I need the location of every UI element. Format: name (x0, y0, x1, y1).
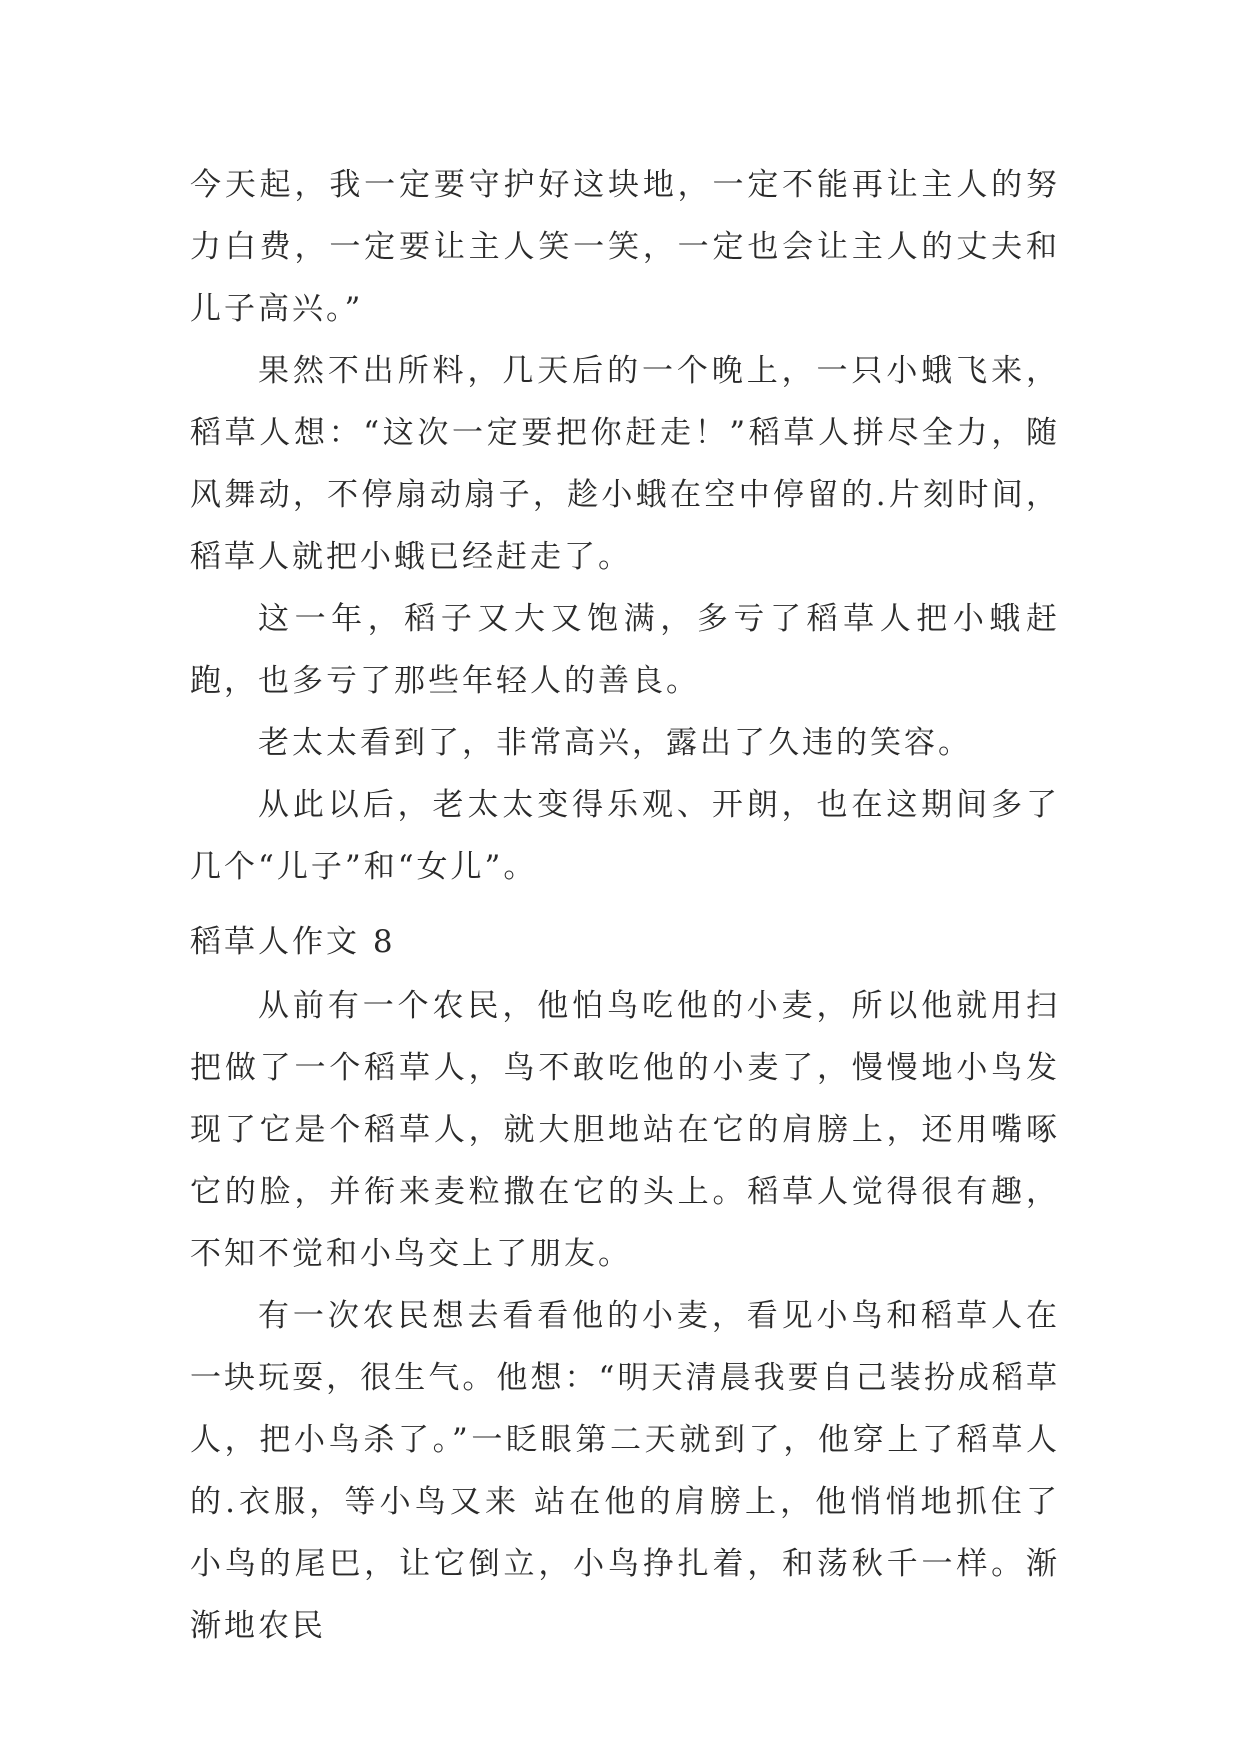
paragraph: 从前有一个农民，他怕鸟吃他的小麦，所以他就用扫把做了一个稻草人，鸟不敢吃他的小麦了，慢慢地小鸟发现了它是个稻草人，就大胆地站在它的肩膀上，还用嘴啄它的脸，并衔来麦粒撒在它的头上。稻草人觉得很有趣，不知不觉和小鸟交上了朋友。 (190, 988, 1060, 1272)
paragraph: 从此以后，老太太变得乐观、开朗，也在这期间多了几个“儿子”和“女儿”。 (190, 787, 1060, 885)
text-section-top (190, 154, 1060, 898)
section-title: 稻草人作文 8 (190, 924, 396, 960)
paragraph: 这一年，稻子又大又饱满，多亏了稻草人把小蛾赶跑，也多亏了那些年轻人的善良。 (190, 601, 1060, 699)
paragraph: 果然不出所料，几天后的一个晚上，一只小蛾飞来，稻草人想：“这次一定要把你赶走！”稻草人拼尽全力，随风舞动，不停扇动扇子，趁小蛾在空中停留的.片刻时间，稻草人就把小蛾已经赶走了。 (190, 353, 1060, 575)
paragraph: 老太太看到了，非常高兴，露出了久违的笑容。 (258, 725, 972, 761)
section-heading-wrapper (190, 911, 1060, 973)
text-section-bottom (190, 975, 1060, 1657)
paragraph: 有一次农民想去看看他的小麦，看见小鸟和稻草人在一块玩耍，很生气。他想：“明天清晨我要自己装扮成稻草人，把小鸟杀了。”一眨眼第二天就到了，他穿上了稻草人的.衣服，等小鸟又来 站在他的肩膀上，他悄悄地抓住了小鸟的尾巴，让它倒立，小鸟挣扎着，和荡秋千一样。渐渐地农民 (190, 1298, 1060, 1644)
paragraph: 今天起，我一定要守护好这块地，一定不能再让主人的努力白费，一定要让主人笑一笑，一定也会让主人的丈夫和儿子高兴。” (190, 167, 1060, 327)
